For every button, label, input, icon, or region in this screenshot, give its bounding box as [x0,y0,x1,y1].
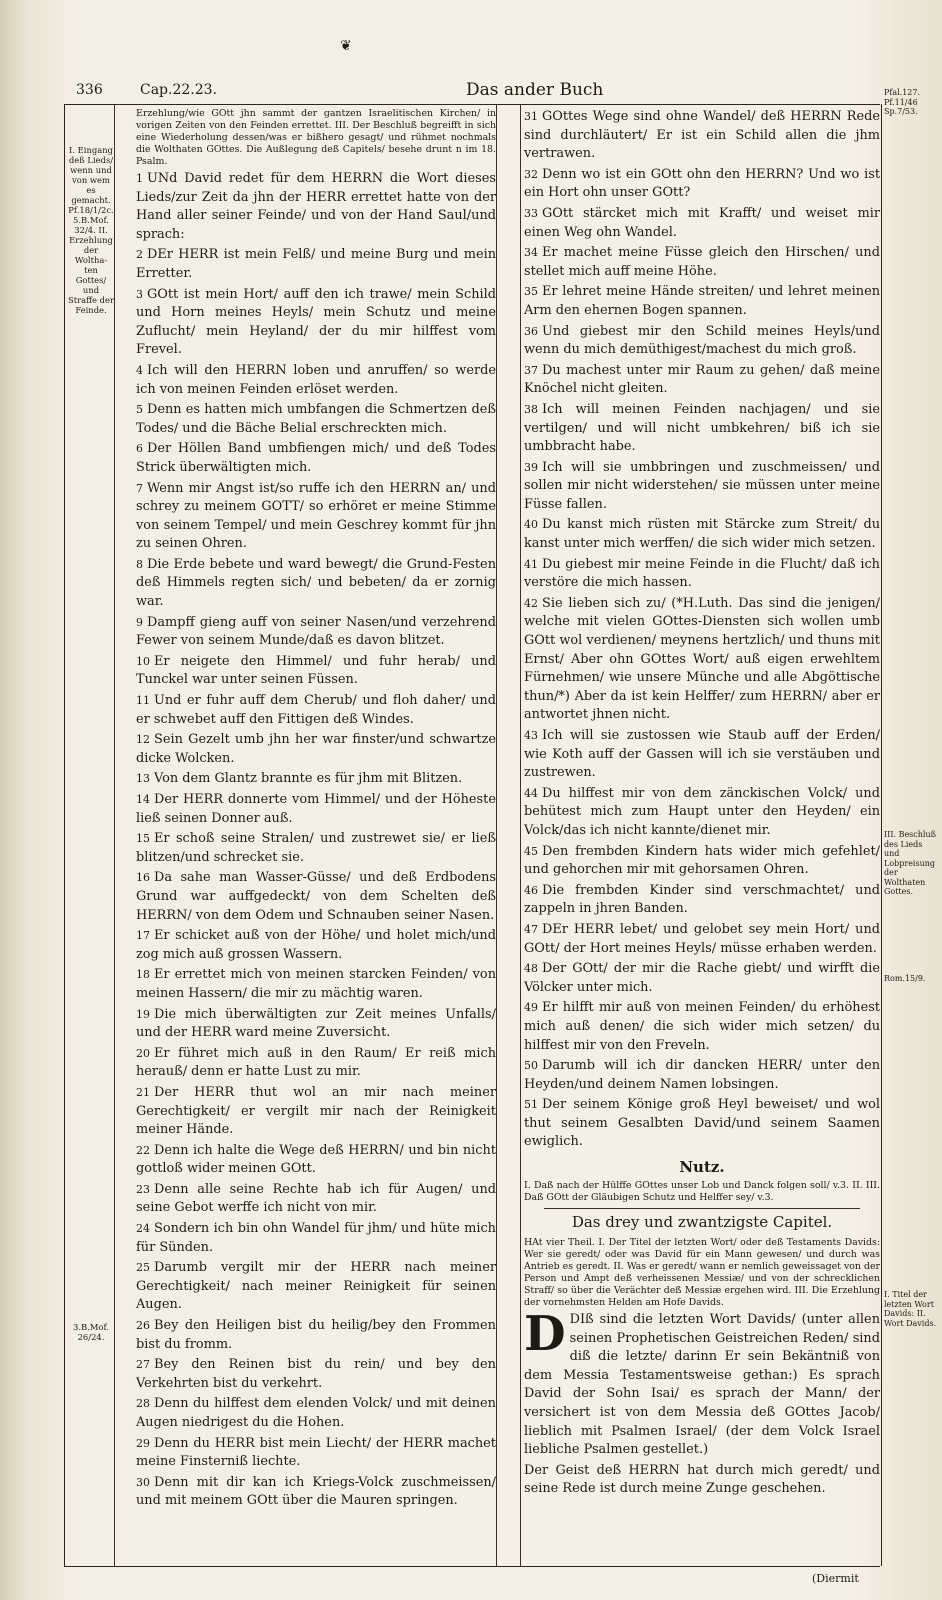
verse [136,869,496,925]
verse-number: 44 [524,786,538,800]
margin-note-right-3: Rom.15/9. [884,974,926,983]
margin-note-left-1: I. Eingang deß Lieds/ wenn und von wem es gemacht. Pf.18/1/2c. 5.B.Mof. 32/4. II. Erzehlung der Woltha-ten Gottes/ und Straffe der Feinde. [68,145,114,315]
verse-text: Du kanst mich rüsten mit Stärcke zum Streit/ du kanst unter mich werffen/ die sich wider mich setzen. [524,517,880,552]
margin-note-right-2: III. Beschluß des Lieds und Lobpreisung der Wolthaten Gottes. [884,830,936,896]
verse-text: Denn du hilffest dem elenden Volck/ und mit deinen Augen niedrigest du die Hohen. [136,1396,496,1430]
verse-text: Denn wo ist ein GOtt ohn den HERRN? Und wo ist ein Hort ohn unser GOtt? [524,166,880,201]
verse-number: 4 [136,363,143,377]
left-margin-rule [114,104,115,1566]
verse-text: Sondern ich bin ohn Wandel für jhm/ und hüte mich für Sünden. [136,1221,496,1255]
verse-text: Die frembden Kinder sind verschmachtet/ und zappeln in jhren Banden. [524,882,880,917]
verse [136,1435,496,1472]
verse-text: Darumb vergilt mir der HERR nach meiner Gerechtigkeit/ nach meiner Reinigkeit für seinen Augen. [136,1260,496,1313]
verse-number: 21 [136,1085,150,1099]
verse-text: Ich will sie zustossen wie Staub auff der Erden/ wie Koth auff der Gassen will ich sie verstäuben und zustrewen. [524,728,880,781]
verse [524,283,880,320]
verses-right [524,108,880,1152]
verse [524,166,880,203]
verse [136,440,496,477]
verse [136,966,496,1003]
verse-number: 26 [136,1319,150,1333]
verse-text: UNd David redet für dem HERRN die Wort dieses Lieds/zur Zeit da jhn der HERR errettet hatte von der Hand aller seiner Feinde/ und von der Hand Saul/und sprach: [136,171,496,242]
section-rule [544,1208,860,1209]
verse [136,1356,496,1393]
verse-text: Denn du HERR bist mein Liecht/ der HERR machet meine Finsterniß liechte. [136,1435,496,1470]
verse-number: 18 [136,968,150,982]
verse-number: 47 [524,922,538,936]
verse-number: 19 [136,1007,150,1021]
verse [136,1474,496,1511]
verse [136,1181,496,1218]
verse [524,516,880,553]
verse-number: 39 [524,460,538,474]
verse [524,362,880,399]
verse-number: 38 [524,402,538,416]
verse-text: Und er fuhr auff dem Cherub/ und floh daher/ und er schwebet auff den Fittigen deß Windes. [136,693,496,727]
verse-text: Dampff gieng auff von seiner Nasen/und verzehrend Fewer von seinem Munde/daß es davon blitzet. [136,614,496,649]
verse-number: 36 [524,324,538,338]
verse [136,1142,496,1179]
verse-number: 12 [136,733,150,747]
verse-text: Die mich überwältigten zur Zeit meines Unfalls/ und der HERR ward meine Zuversicht. [136,1006,496,1041]
catchword: (Diermit [812,1572,859,1585]
verse-text: Er schoß seine Stralen/ und zustrewet sie/ er ließ blitzen/und schrecket sie. [136,831,496,865]
verse [524,459,880,515]
verse-number: 14 [136,793,150,806]
verse-text: Denn mit dir kan ich Kriegs-Volck zuschmeissen/ und mit meinem GOtt über die Mauren springen. [136,1474,496,1509]
margin-note-left-2: 3.B.Mof. 26/24. [73,1322,109,1342]
verse-text: Der HERR donnerte vom Himmel/ und der Höheste ließ seinen Donner auß. [136,792,496,826]
verse [136,1317,496,1354]
bottom-rule [64,1566,880,1567]
verse [524,108,880,164]
column-right [524,108,880,1501]
column-divider-b [520,104,521,1566]
margin-note-right-4: I. Titel der letzten Wort Davids: II. Wort Davids. [884,1290,937,1328]
verse-text: Die Erde bebete und ward bewegt/ die Grund-Festen deß Himmels regten sich/ und bebeten/ da er zornig war. [136,556,496,610]
verse [136,556,496,612]
verse [136,692,496,729]
verse-number: 23 [136,1182,150,1196]
margin-note-right-1: Pfal.127. Pf.11/46 Sp.7/53. [884,88,921,116]
verse-text: Der Höllen Band umbfiengen mich/ und deß Todes Strick überwältigten mich. [136,441,496,475]
verse-number: 42 [524,596,538,610]
chapter-summary: HAt vier Theil. I. Der Titel der letzten Wort/ oder deß Testaments Davids: Wer sie geredt/ oder was David für ein Mann gewesen/ und durch was Antrieb es geredt. II. Was er geredt/ wann er nemlich geweissaget von der Person und Ampt deß verheissenen Messiæ/ und von der schrecklichen Straff/ so über die Verächter deß Messiæ ergehen wird. III. Die Erzehlung der vornehmsten Helden am Hofe Davids. [524,1237,880,1309]
verse [136,653,496,690]
verse-text: Ich will den HERRN loben und anruffen/ so werde ich von meinen Feinden erlöset werden. [136,362,496,397]
verse-number: 2 [136,248,143,262]
verse [136,286,496,360]
verse [524,205,880,242]
verse-number: 32 [524,167,538,181]
verse-number: 33 [524,206,538,220]
verse-number: 3 [136,287,143,301]
verse-text: Du giebest mir meine Feinde in die Flucht/ daß ich verstöre die mich hassen. [524,556,880,591]
verse-number: 50 [524,1059,538,1073]
verse-number: 24 [136,1222,150,1236]
verse [136,614,496,651]
verse-number: 28 [136,1397,150,1411]
verse-number: 11 [136,694,150,708]
verse-text: Der GOtt/ der mir die Rache giebt/ und wirfft die Völcker unter mich. [524,961,880,995]
verse-text: Er lehret meine Hände streiten/ und lehret meinen Arm den ehernen Bogen spannen. [524,284,880,318]
verse-text: GOtt ist mein Hort/ auff den ich trawe/ mein Schild und Horn meines Heyls/ mein Schutz und meine Zuflucht/ mein Heyland/ der du mir hilffest vom Frevel. [136,286,496,358]
verse [136,1259,496,1315]
verse-text: Sie lieben sich zu/ (*H.Luth. Das sind die jenigen/ welche mit vielen GOttes-Diensten sich wollen umb GOtt wol verdienen/ meynens hertzlich/ und thuns mit Ernst/ Aber ohn GOttes Wort/ auß eigen erwehltem Fürnehmen/ wie unsere Münche und alle Abgöttische thun/*) Aber da ist kein Helffer/ zum HERRN/ aber er antwortet jhnen nicht. [524,595,880,723]
verse-text: Du machest unter mir Raum zu gehen/ daß meine Knöchel nicht gleiten. [524,362,880,397]
verse-number: 34 [524,246,538,260]
verse [524,727,880,783]
verse [524,323,880,360]
verse-text: Der seinem Könige groß Heyl beweiset/ und wol thut seinem Gesalbten David/und seinem Saamen ewiglich. [524,1097,880,1150]
verse-number: 20 [136,1046,150,1060]
verse [136,1395,496,1432]
verse [136,927,496,964]
ink-blot: ❦ [340,38,352,54]
verse-text: Du hilffest mir von dem zänckischen Volck/ und behütest mich zum Haupt unter den Heyden/ ein Volck/das ich nicht kannte/dienet mir. [524,785,880,838]
verse-number: 31 [524,110,538,123]
verse-number: 27 [136,1358,150,1372]
verse [524,1096,880,1152]
verse [136,791,496,828]
verse [524,921,880,958]
chapter-title: Das drey und zwantzigste Capitel. [571,1213,833,1232]
verse-number: 13 [136,772,150,786]
verse-text: Sein Gezelt umb jhn her war finster/und schwartze dicke Wolcken. [136,732,496,766]
verse-text: DEr HERR ist mein Felß/ und meine Burg und mein Erretter. [136,247,496,281]
verse-text: Ich will meinen Feinden nachjagen/ und sie vertilgen/ und will nicht umbkehren/ biß ich sie umbbracht habe. [524,401,880,455]
verse [524,882,880,919]
verse-number: 15 [136,832,150,846]
nutz-heading: Nutz. [679,1158,725,1177]
verse-number: 46 [524,883,538,897]
page-number: 336 [76,82,103,98]
verse [524,401,880,457]
verse-number: 30 [136,1475,150,1489]
verse-number: 35 [524,285,538,299]
verse-number: 37 [524,363,538,377]
verse-text: Ich will sie umbbringen und zuschmeissen/ und sollen mir nicht widerstehen/ sie müssen unter meine Füsse fallen. [524,459,880,512]
verse-number: 40 [524,518,538,532]
verse [524,556,880,593]
verse-text: Er führet mich auß in den Raum/ Er reiß mich herauß/ denn er hatte Lust zu mir. [136,1045,496,1080]
verse [136,1045,496,1082]
verse-number: 1 [136,172,143,185]
verse [136,1006,496,1043]
verse-text: Bey den Reinen bist du rein/ und bey den Verkehrten bist du verkehrt. [136,1357,496,1391]
chapter-reference: Cap.22.23. [140,82,217,98]
verse [524,843,880,880]
verse [524,595,880,725]
column-divider [496,104,497,1566]
verse-number: 16 [136,871,150,885]
verse-text: Er hilfft mir auß von meinen Feinden/ du erhöhest mich auß denen/ die sich wider mich setzen/ du hilffest mir von den Freveln. [524,1000,880,1053]
verse-number: 25 [136,1261,150,1275]
verse-number: 5 [136,403,143,417]
drop-cap: D [524,1306,566,1363]
verse-number: 49 [524,1001,538,1015]
verse-text: Da sahe man Wasser-Güsse/ und deß Erdbodens Grund war auffgedeckt/ von dem Schelten deß HERRN/ von dem Odem und Schnauben seiner Nasen. [136,870,496,923]
verse-number: 22 [136,1143,150,1157]
verse [524,1057,880,1094]
chapter23-verse-1 [524,1306,880,1460]
verse [136,170,496,244]
verse-number: 48 [524,962,538,976]
verse-text: Er machet meine Füsse gleich den Hirschen/ und stellet mich auff meine Höhe. [524,245,880,279]
verse-number: 29 [136,1436,150,1450]
verse [136,731,496,768]
verse [136,246,496,283]
verse-text: DEr HERR lebet/ und gelobet sey mein Hort/ und GOtt/ der Hort meines Heyls/ müsse erhaben werden. [524,921,880,956]
verse-number: 10 [136,654,150,668]
verse-number: 45 [524,844,538,858]
verse-text: Er errettet mich von meinen starcken Feinden/ von meinen Hassern/ die mir zu mächtig waren. [136,967,496,1001]
verse [524,999,880,1055]
verse [136,401,496,438]
verse-text: Er neigete den Himmel/ und fuhr herab/ und Tunckel war unter seinen Füssen. [136,653,496,688]
verse-text: Den frembden Kindern hats wider mich gefehlet/ und gehorchen mir mit gehorsamen Ohren. [524,843,880,878]
verse [136,1084,496,1140]
verse-text: Und giebest mir den Schild meines Heyls/und wenn du mich demüthigest/machest du mich groß. [524,323,880,358]
verse-text: Denn ich halte die Wege deß HERRN/ und bin nicht gottloß wider meinen GOtt. [136,1142,496,1177]
verse-text: Darumb will ich dir dancken HERR/ unter den Heyden/und deinem Namen lobsingen. [524,1058,880,1092]
verse-text: GOtt stärcket mich mit Krafft/ und weiset mir einen Weg ohn Wandel. [524,205,880,240]
verse-number: 7 [136,481,143,495]
verse [524,785,880,841]
verse-number: 9 [136,615,143,629]
verse [136,480,496,554]
verse-text: DIß sind die letzten Wort Davids/ (unter allen seinen Prophetischen Geistreichen Reden/ sind diß die letzte/ darinn Er sein Bekäntniß von dem Messia Testamentsweise gethan:) Es sprach David der Sohn Isai/ es sprach der Mann/ der versichert ist von dem Messia deß GOttes Jacob/ lieblich mit Psalmen Israel/ (der dem Volck Israel liebliche Psalmen gestellet.) [524,1312,880,1458]
verse-number: 6 [136,442,143,456]
chapter23-verse-2: Der Geist deß HERRN hat durch mich geredt/ und seine Rede ist durch meine Zunge geschehen. [524,1462,880,1497]
verse-text: Von dem Glantz brannte es für jhm mit Blitzen. [154,771,463,787]
verse [136,1220,496,1257]
verse-number: 41 [524,557,538,571]
verse [524,244,880,281]
verse [136,830,496,867]
verse-text: Denn es hatten mich umbfangen die Schmertzen deß Todes/ und die Bäche Belial erschreckten mich. [136,402,496,436]
nutz-text: I. Daß nach der Hülffe GOttes unser Lob und Danck folgen soll/ v.3. II. III. Daß GOtt der Gläubigen Schutz und Helffer sey/ v.3. [524,1180,880,1204]
chapter-intro: Erzehlung/wie GOtt jhn sammt der gantzen Israelitischen Kirchen/ in vorigen Zeiten von den Feinden errettet. III. Der Beschluß begreifft in sich eine Wiederholung dessen/was er bißhero gesagt/ und rühmet nochmals die Wolthaten GOttes. Die Außlegung deß Capitels/ besehe drunt n im 18. Psalm. [136,108,496,167]
verses-left [136,170,496,1511]
verse-text: GOttes Wege sind ohne Wandel/ deß HERRN Rede sind durchläutert/ Er ist ein Schild allen die jhm vertrawen. [524,109,880,162]
verse-text: Er schicket auß von der Höhe/ und holet mich/und zog mich auß grossen Wassern. [136,928,496,962]
verse-number: 51 [524,1098,538,1112]
verse [524,960,880,997]
verse-text: Denn alle seine Rechte hab ich für Augen/ und seine Gebot werffe ich nicht von mir. [136,1181,496,1216]
verse-number: 17 [136,929,150,943]
verse [136,362,496,399]
verse-text: Der HERR thut wol an mir nach meiner Gerechtigkeit/ er vergilt mir nach der Reinigkeit meiner Hände. [136,1084,496,1138]
verse-number: 8 [136,557,143,571]
verse-number: 43 [524,729,538,742]
verse [136,770,496,789]
verse-text: Bey den Heiligen bist du heilig/bey den Frommen bist du fromm. [136,1318,496,1352]
verse-text: Wenn mir Angst ist/so ruffe ich den HERRN an/ und schrey zu meinem GOTT/ so erhöret er meine Stimme von seinem Tempel/ und mein Geschrey kommt für jhn zu seinen Ohren. [136,480,496,552]
running-title: Das ander Buch [466,80,604,100]
column-left [136,108,496,1513]
